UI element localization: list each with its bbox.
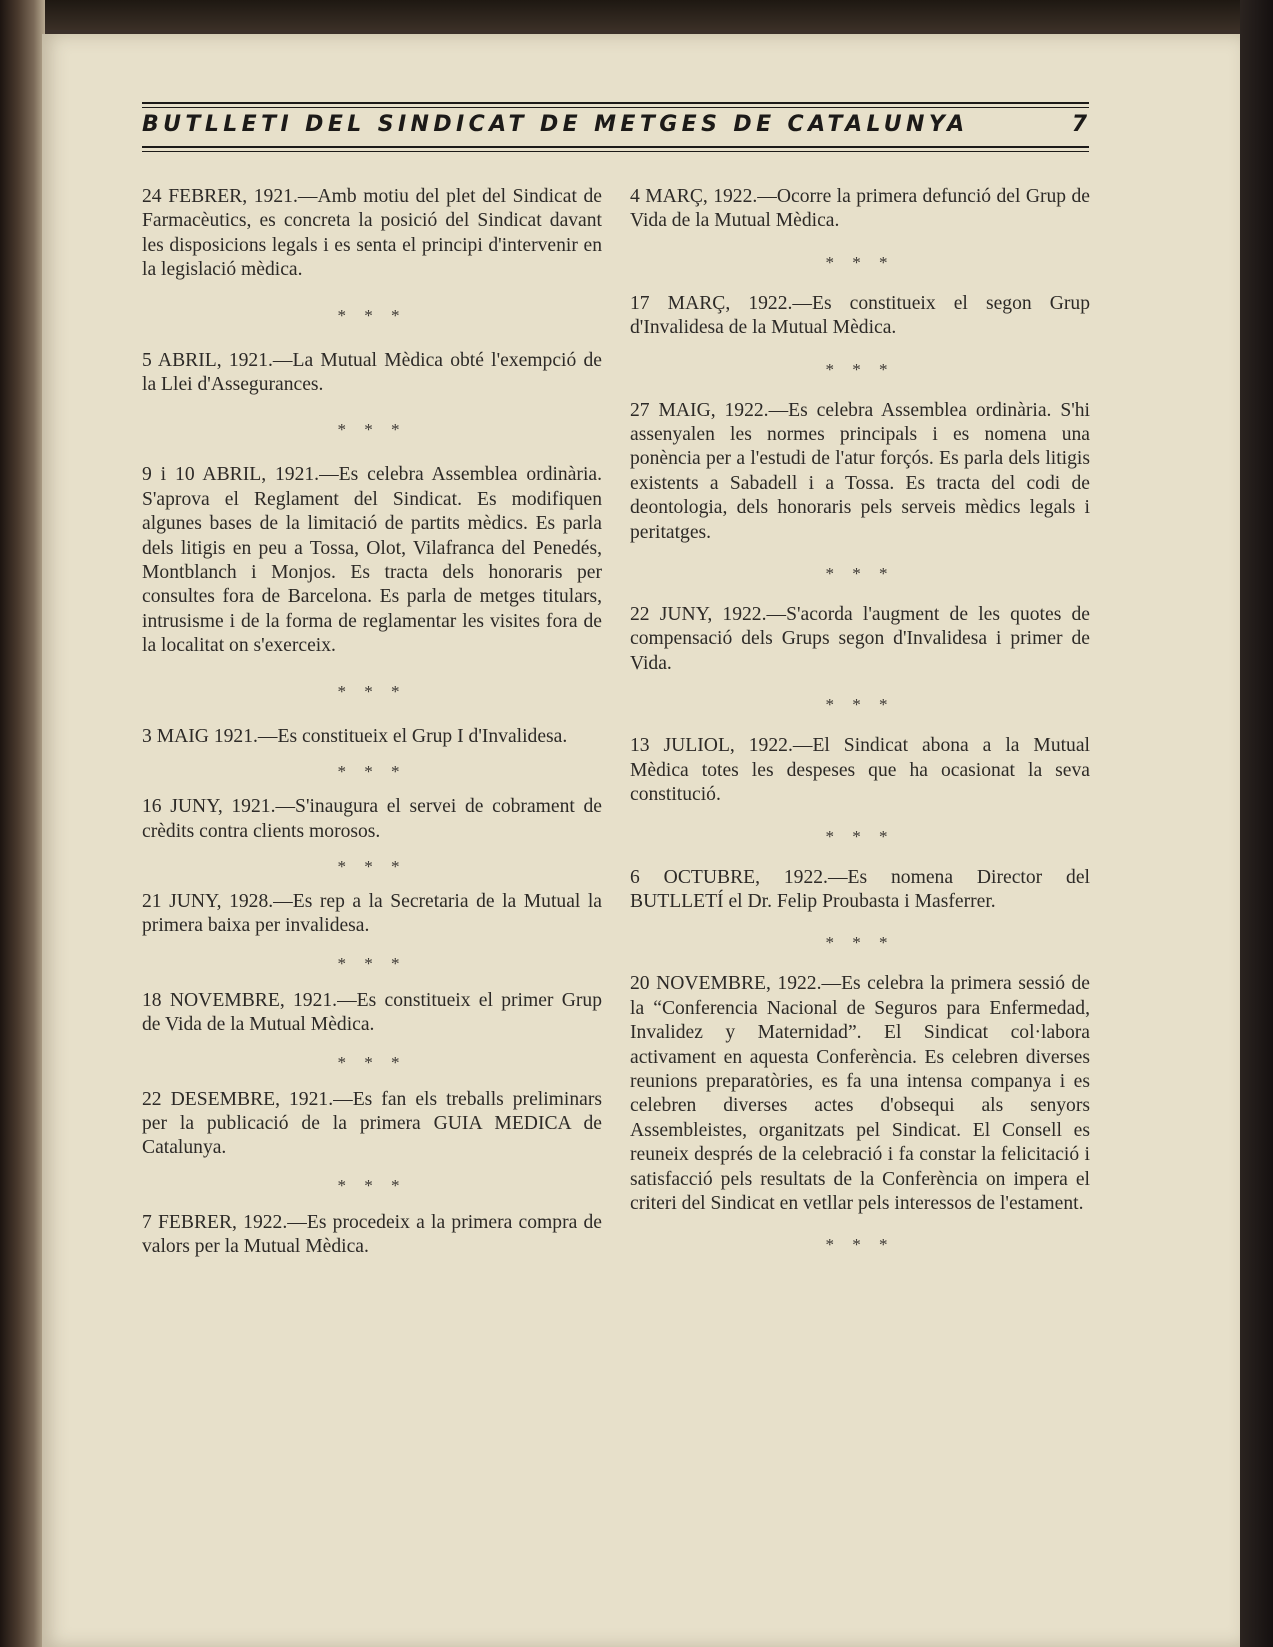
- entry-text: 9 i 10 ABRIL, 1921.—Es celebra Assemblea ordinària. S'aprova el Reglament del Sindicat. Es modifiquen algunes bases de la limitació de partits mèdics. Es parla dels litigis en peu a Tossa, Olot, Vilafranca del Penedés, Montblanch i Monjos. Es tracta dels honoraris per consultes fora de Barcelona. Es parla de metges titulars, intrusisme i de la forma de reglamentar les visites fora de la localitat on s'exerceix.: [142, 464, 602, 657]
- chronology-entry: [630, 399, 1090, 545]
- entry-text: 13 JULIOL, 1922.—El Sindicat abona a la Mutual Mèdica totes les despeses que ha ocasionat la seva constitució.: [630, 735, 1090, 806]
- entry-text: 22 DESEMBRE, 1921.—Es fan els treballs preliminars per la publicació de la primera GUIA MEDICA de Catalunya.: [142, 1088, 602, 1159]
- entry-text: 16 JUNY, 1921.—S'inaugura el servei de cobrament de crèdits contra clients morosos.: [142, 796, 602, 842]
- chronology-entry: [630, 734, 1090, 807]
- entry-text: 6 OCTUBRE, 1922.—Es nomena Director del BUTLLETÍ el Dr. Felip Proubasta i Masferrer.: [630, 866, 1090, 912]
- section-separator: * * *: [825, 359, 895, 379]
- entry-text: 27 MAIG, 1922.—Es celebra Assemblea ordinària. S'hi assenyalen les normes principals i es nomena una ponència per a l'estudi de l'atur forçós. Es parla dels litigis existents a Sabadell i a Tossa. Es tracta del codi de deontologia, dels honoraris pels serveis mèdics legals i peritatges.: [630, 399, 1090, 543]
- right-column: [630, 185, 1090, 1257]
- entry-text: 21 JUNY, 1928.—Es rep a la Secretaria de la Mutual la primera baixa per invalidesa.: [142, 890, 602, 937]
- section-separator: * * *: [337, 953, 407, 973]
- header-rule-top: [142, 102, 1089, 104]
- entry-text: 4 MARÇ, 1922.—Ocorre la primera defunció del Grup de Vida de la Mutual Mèdica.: [630, 186, 1090, 232]
- entry-text: 3 MAIG 1921.—Es constitueix el Grup I d'Invalidesa.: [142, 725, 568, 747]
- section-separator: * * *: [337, 762, 407, 782]
- section-separator: * * *: [337, 681, 407, 701]
- section-separator: * * *: [825, 933, 895, 953]
- scan-border-top: [0, 0, 1273, 30]
- header-rule-bottom-thin: [142, 151, 1089, 152]
- chronology-entry: [142, 725, 602, 749]
- chronology-entry: [630, 185, 1090, 234]
- page-number: 7: [1071, 112, 1087, 137]
- chronology-entry: [630, 866, 1090, 915]
- section-separator: * * *: [337, 1052, 407, 1072]
- book-binding-edge: [0, 0, 45, 1647]
- chronology-entry: [142, 795, 602, 844]
- entry-text: 18 NOVEMBRE, 1921.—Es constitueix el primer Grup de Vida de la Mutual Mèdica.: [142, 989, 602, 1036]
- entry-text: 17 MARÇ, 1922.—Es constitueix el segon Grup d'Invalidesa de la Mutual Mèdica.: [630, 292, 1090, 339]
- section-separator: * * *: [337, 856, 407, 876]
- chronology-entry: [630, 603, 1090, 676]
- entry-text: 7 FEBRER, 1922.—Es procedeix a la primera compra de valors per la Mutual Mèdica.: [142, 1211, 602, 1258]
- chronology-entry: [142, 185, 602, 283]
- chronology-entry: [142, 349, 602, 398]
- section-separator: * * *: [825, 252, 895, 272]
- chronology-entry: [142, 890, 602, 939]
- scan-border-right: [1240, 0, 1273, 1647]
- entry-text: 22 JUNY, 1922.—S'acorda l'augment de les quotes de compensació dels Grups segon d'Invalidesa i primer de Vida.: [630, 604, 1090, 674]
- chronology-entry: [142, 989, 602, 1038]
- entry-text: 5 ABRIL, 1921.—La Mutual Mèdica obté l'exempció de la Llei d'Assegurances.: [142, 349, 602, 396]
- journal-title: BUTLLETI DEL SINDICAT DE METGES DE CATALUNYA: [142, 112, 969, 137]
- chronology-entry: [630, 972, 1090, 1216]
- chronology-entry: [142, 1211, 602, 1260]
- chronology-entry: [142, 1088, 602, 1161]
- left-column: [142, 185, 602, 1260]
- entry-text: 20 NOVEMBRE, 1922.—Es celebra la primera sessió de la “Conferencia Nacional de Seguros para Enfermedad, Invalidez y Maternidad”. El Sindicat col·labora activament en aquesta Conferència. Es celebren diverses reunions preparatòries, es fa una intensa companya i es celebren diverses actes d'obsequi als senyors Assembleistes, organitzats pel Sindicat. El Consell es reuneix després de la celebració i fa constar la felicitació i satisfacció pels resultats de la Conferència on impera el criteri del Sindicat en vetllar pels interessos de l'estament.: [630, 973, 1090, 1214]
- section-separator: * * *: [825, 695, 895, 715]
- section-separator: * * *: [337, 305, 407, 325]
- running-header: [142, 102, 1089, 154]
- chronology-entry: [630, 292, 1090, 341]
- entry-text: 24 FEBRER, 1921.—Amb motiu del plet del Sindicat de Farmacèutics, es concreta la posició del Sindicat davant les disposicions legals i es senta el principi d'intervenir en la legislació mèdica.: [142, 186, 602, 281]
- section-separator: * * *: [337, 420, 407, 440]
- section-separator: * * *: [337, 1175, 407, 1195]
- chronology-entry: [142, 463, 602, 658]
- section-separator: * * *: [825, 826, 895, 846]
- header-rule-top-thin: [142, 107, 1089, 108]
- header-rule-bottom: [142, 146, 1089, 148]
- section-separator: * * *: [825, 1235, 895, 1255]
- section-separator: * * *: [825, 564, 895, 584]
